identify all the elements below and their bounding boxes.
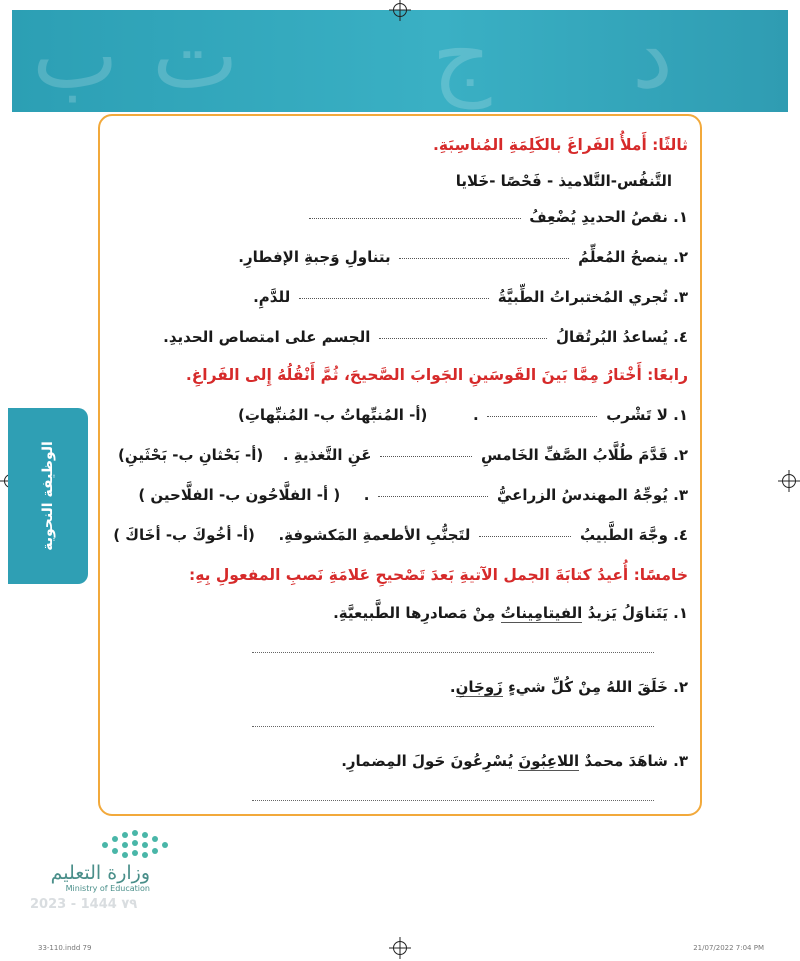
item-text-after: الجسم على امتصاص الحديدِ. (163, 328, 371, 346)
section3-item-4 (163, 328, 688, 346)
choices: (أ- أخُوكَ ب- أخَاكَ ) (113, 526, 255, 544)
decorative-letter: د (632, 2, 673, 109)
answer-line[interactable] (252, 652, 654, 653)
item-text: شاهَدَ محمدٌ (584, 752, 668, 770)
decorative-letter: ج (432, 2, 492, 109)
item-text: ٢. ينصحُ المُعلِّمُ (578, 248, 688, 266)
item-text: ٣. يُوجِّهُ المهندسُ الزراعيُّ (497, 486, 688, 504)
item-text: ٤. وجَّهَ الطَّبيبُ (579, 526, 688, 544)
page-number: 2023 - 1444 ٧٩ (30, 897, 138, 912)
section5-item-3 (341, 752, 688, 770)
item-text: خَلَقَ اللهُ مِنْ كُلِّ شيءٍ (508, 678, 668, 696)
ministry-name-arabic: وزارة التعليم (50, 862, 150, 884)
underlined-word: زَوجَانِ (455, 678, 503, 696)
item-text: ٤. يُساعدُ البُرتُقالُ (555, 328, 688, 346)
item-text: ١. لا تَشْرب (606, 406, 688, 424)
item-number: ٣. (673, 752, 688, 770)
underlined-word: اللاعِبُونَ (518, 752, 580, 770)
choices: ( أ- الفلَّاحُون ب- الفلَّاحين ) (138, 486, 341, 504)
blank-field[interactable] (479, 535, 571, 537)
print-timestamp: 21/07/2022 7:04 PM (693, 944, 764, 952)
section3-item-2 (238, 248, 688, 266)
item-text-after: . (363, 486, 370, 504)
item-text-after: لتَجنُّبِ الأطعمةِ المَكشوفةِ. (278, 526, 471, 544)
decorative-letter: ت (152, 2, 239, 109)
registration-mark-icon (782, 474, 796, 488)
logo-dots-icon (102, 828, 182, 864)
item-text-after: بتناولِ وَجبةِ الإفطارِ. (238, 248, 391, 266)
section4-heading: رابعًا: أَخْتارُ مِمَّا بَينَ القَوسَينِ الجَوابَ الصَّحيحَ، ثُمَّ أَنْقُلُهُ إِلى الفَراغِ. (185, 366, 688, 384)
item-text: ٣. تُجري المُختبراتُ الطِّبيَّةُ (497, 288, 688, 306)
side-tab-label: الوظيفة النحوية (40, 441, 56, 551)
blank-field[interactable] (380, 455, 472, 457)
blank-field[interactable] (378, 495, 488, 497)
blank-field[interactable] (299, 297, 489, 299)
choices: (أ- بَحْثانِ ب- بَحْثَينِ) (118, 446, 264, 464)
blank-field[interactable] (487, 415, 597, 417)
header-banner (12, 2, 788, 112)
item-text: يَتَناوَلُ يَزيدُ (587, 604, 668, 622)
item-text-after: يُسْرِعُونَ حَولَ المِضمارِ. (341, 752, 514, 770)
section5-item-2 (450, 678, 688, 696)
answer-line[interactable] (252, 726, 654, 727)
item-text: ١. نقصُ الحديدِ يُضْعِفُ (529, 208, 688, 226)
item-text-after: عَنِ التَّغذيةِ . (282, 446, 372, 464)
section3-heading: ثالثًا: أَملأُ الفَراغَ بالكَلِمَةِ المُناسِبَةِ. (432, 136, 688, 154)
section3-word-bank: التَّنفُس-التَّلاميذ - فَحْصًا -خَلايا (455, 172, 672, 190)
item-text-after: مِنْ مَصادرِها الطَّبيعيَّةِ. (333, 604, 496, 622)
section3-item-1 (305, 208, 688, 226)
blank-field[interactable] (379, 337, 547, 339)
lesson-side-tab (8, 408, 88, 584)
section4-item-4 (113, 526, 688, 544)
section4-item-3 (138, 486, 688, 504)
ministry-name-english: Ministry of Education (65, 884, 150, 893)
underlined-word: الفيتامِيناتُ (500, 604, 583, 622)
answer-line[interactable] (252, 800, 654, 801)
item-number: ٢. (673, 678, 688, 696)
item-text-after: . (449, 678, 456, 696)
blank-field[interactable] (399, 257, 569, 259)
section5-heading: خامسًا: أُعيدُ كتابَةَ الجمل الآتيةِ بَعدَ تَصْحيحِ عَلامَةِ نَصبِ المفعولِ بِهِ: (189, 566, 688, 584)
decorative-letter: ب (32, 2, 119, 109)
item-text-after: للدَّمِ. (253, 288, 291, 306)
file-info: 33-110.indd 79 (38, 944, 92, 952)
item-number: ١. (673, 604, 688, 622)
section3-item-3 (253, 288, 688, 306)
registration-mark-icon (393, 941, 407, 955)
choices: (أ- المُنبِّهاتُ ب- المُنبِّهاتِ) (237, 406, 428, 424)
item-text: ٢. قَدَّمَ طُلَّابُ الصَّفِّ الخَامسِ (481, 446, 688, 464)
section4-item-1 (238, 406, 688, 424)
section5-item-1 (333, 604, 688, 622)
registration-mark-icon (393, 3, 407, 17)
item-text-after: . (472, 406, 479, 424)
blank-field[interactable] (309, 217, 521, 219)
section4-item-2 (118, 446, 688, 464)
